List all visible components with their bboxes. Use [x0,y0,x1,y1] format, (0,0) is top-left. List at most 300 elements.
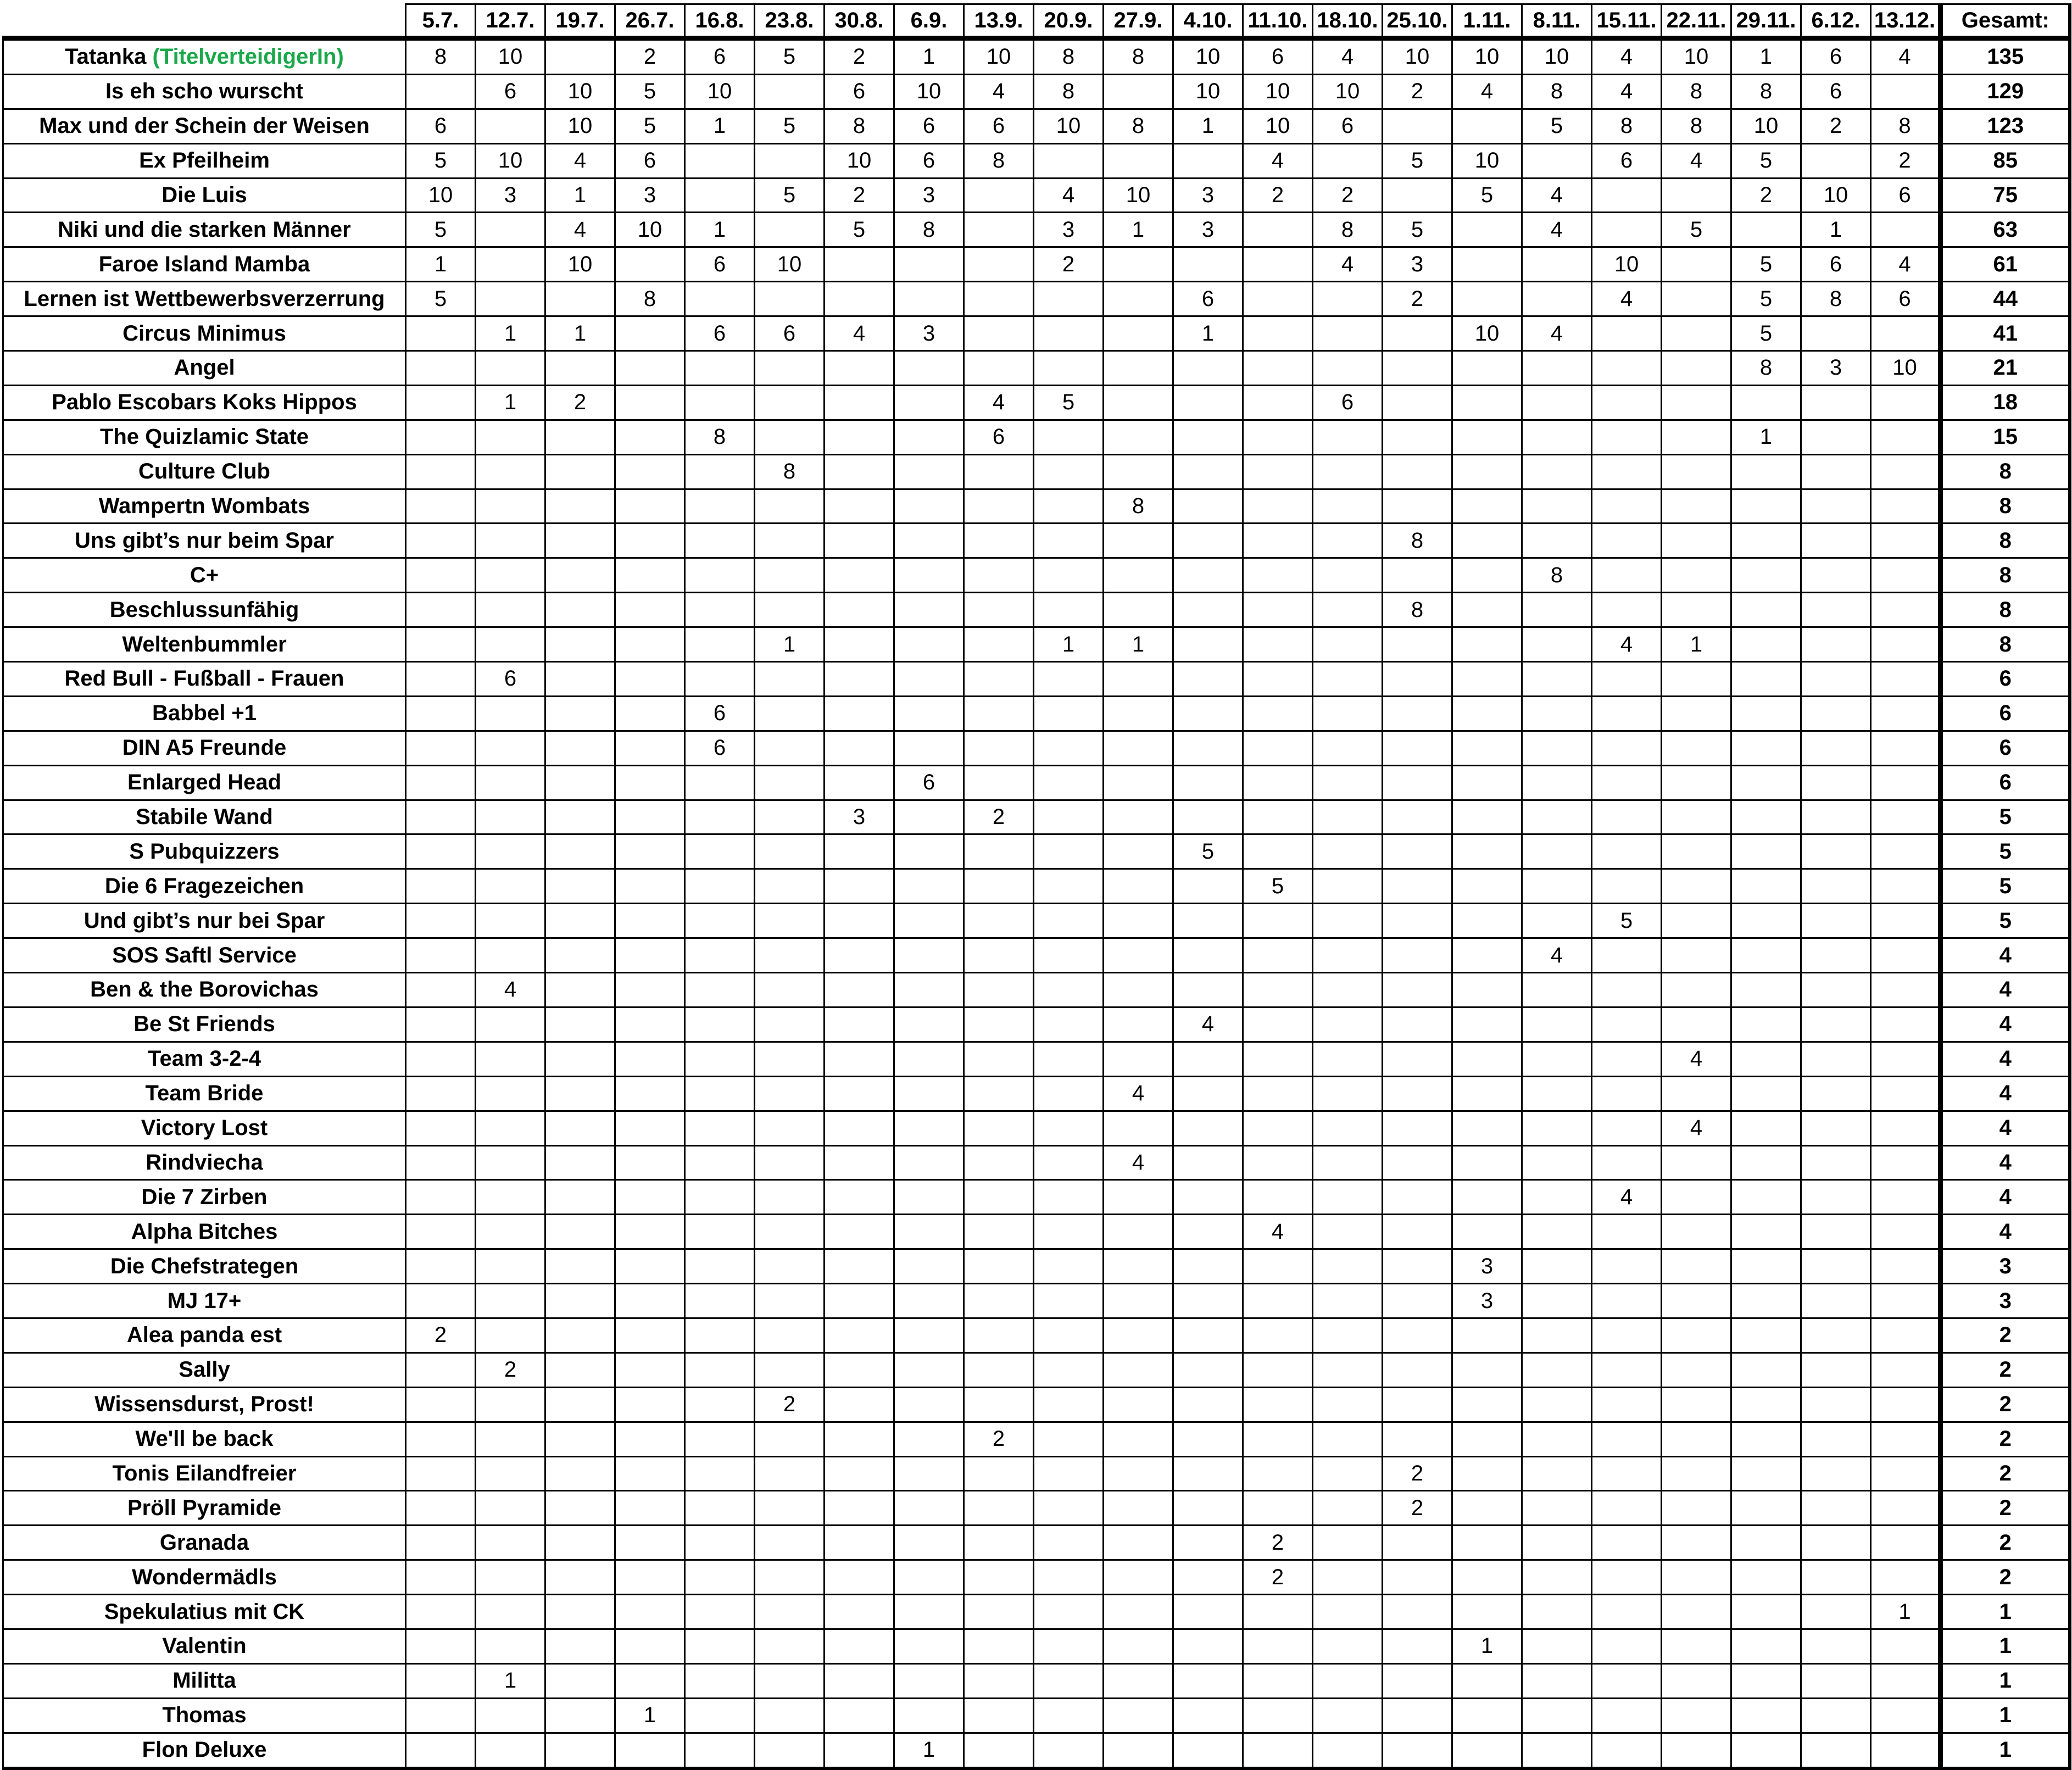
score-cell: 1 [1871,1595,1941,1629]
score-cell [1801,1145,1871,1180]
score-cell [685,662,755,697]
score-cell [964,1491,1034,1526]
score-cell: 5 [1452,178,1522,213]
score-cell [894,1456,964,1491]
score-cell [1313,524,1383,558]
score-cell [894,627,964,662]
score-cell: 8 [755,454,825,489]
score-cell [825,1352,894,1387]
score-cell: 1 [476,385,545,420]
score-cell [1313,454,1383,489]
score-cell [1243,1145,1313,1180]
score-cell [1173,593,1243,627]
score-cell [1801,593,1871,627]
team-name [3,765,406,800]
team-name [3,1352,406,1387]
team-name-text: Ex Pfeilheim [139,148,270,173]
team-name-text: Wondermädls [132,1565,277,1589]
score-cell [1313,1698,1383,1733]
score-cell: 5 [615,109,685,143]
score-cell [1801,1629,1871,1663]
score-cell [964,1698,1034,1733]
score-cell [1452,1387,1522,1422]
score-cell [1452,765,1522,800]
score-cell [1104,1526,1173,1560]
score-cell [1452,731,1522,765]
score-cell [825,1491,894,1526]
score-cell [755,869,825,904]
score-cell [1522,800,1592,834]
score-cell [1522,1733,1592,1768]
score-cell [1522,282,1592,316]
score-cell: 4 [1662,143,1731,178]
score-cell [894,558,964,593]
score-cell [1452,558,1522,593]
score-cell [1313,1387,1383,1422]
team-name [3,1456,406,1491]
team-name [3,385,406,420]
score-cell [1592,1145,1662,1180]
score-cell [1731,524,1801,558]
score-cell [1731,593,1801,627]
score-cell: 8 [1104,109,1173,143]
score-cell [615,558,685,593]
score-cell [1452,213,1522,247]
score-cell: 1 [1173,316,1243,351]
score-cell [476,627,545,662]
score-cell [1871,834,1941,869]
total-cell: 123 [1941,109,2070,143]
score-cell [406,731,476,765]
team-row [3,1145,2070,1180]
team-name-text: Wissensdurst, Prost! [94,1392,314,1417]
score-cell [1801,454,1871,489]
score-cell: 10 [1662,38,1731,75]
score-cell [1104,662,1173,697]
score-cell [1731,869,1801,904]
date-header: 13.12. [1871,4,1941,38]
score-cell [545,1180,615,1215]
score-cell [1592,1422,1662,1456]
score-cell [1662,1560,1731,1595]
score-cell: 3 [894,316,964,351]
team-name [3,1318,406,1352]
score-cell [1243,489,1313,524]
score-cell [1383,938,1452,973]
score-cell [1313,904,1383,938]
score-cell [685,904,755,938]
score-cell [1731,1526,1801,1560]
team-name [3,1560,406,1595]
score-cell [615,1387,685,1422]
score-cell [1871,662,1941,697]
total-cell: 2 [1941,1526,2070,1560]
score-cell [476,109,545,143]
score-cell [1173,696,1243,731]
team-name [3,869,406,904]
score-cell [964,178,1034,213]
score-cell [1731,800,1801,834]
score-cell [1592,1560,1662,1595]
score-cell [964,1733,1034,1768]
score-cell [1313,696,1383,731]
score-cell [1034,696,1104,731]
score-cell [1383,1284,1452,1318]
score-cell [406,74,476,109]
score-cell [545,1698,615,1733]
score-cell [1662,696,1731,731]
score-cell [545,938,615,973]
score-cell [1034,454,1104,489]
score-cell [755,904,825,938]
total-cell: 8 [1941,558,2070,593]
score-cell [545,38,615,75]
score-cell [1871,558,1941,593]
score-cell [685,1042,755,1076]
score-cell [1452,593,1522,627]
score-cell: 4 [1522,178,1592,213]
score-cell: 4 [1592,1180,1662,1215]
score-cell [1522,1456,1592,1491]
date-header: 23.8. [755,4,825,38]
score-cell [894,1663,964,1698]
score-cell [406,489,476,524]
score-cell [1383,731,1452,765]
score-cell [894,247,964,282]
score-cell [1801,558,1871,593]
score-cell [685,1733,755,1768]
score-cell: 4 [1662,1042,1731,1076]
score-cell [1522,420,1592,454]
score-cell [545,1352,615,1387]
score-cell: 3 [1452,1249,1522,1284]
score-cell: 4 [1871,38,1941,75]
score-cell [1034,489,1104,524]
score-cell [1522,143,1592,178]
score-cell [1871,1422,1941,1456]
score-cell [1034,1076,1104,1111]
score-cell: 10 [476,143,545,178]
team-name-text: Flon Deluxe [142,1738,267,1762]
score-cell [755,1526,825,1560]
score-cell [1243,1387,1313,1422]
title-defender-note: (TitelverteidigerIn) [152,44,344,69]
score-cell [406,420,476,454]
score-cell [476,696,545,731]
total-cell: 2 [1941,1352,2070,1387]
score-cell [825,1215,894,1249]
score-cell [1662,1456,1731,1491]
score-cell [406,1007,476,1042]
total-cell: 4 [1941,1076,2070,1111]
score-cell: 8 [1522,558,1592,593]
score-cell [1662,178,1731,213]
score-cell: 8 [1801,282,1871,316]
score-cell [1104,1007,1173,1042]
score-cell [1731,1491,1801,1526]
score-cell [1173,904,1243,938]
score-cell: 3 [1034,213,1104,247]
score-cell [1104,1215,1173,1249]
score-cell [1871,385,1941,420]
total-cell: 75 [1941,178,2070,213]
score-cell: 2 [964,800,1034,834]
score-cell [1801,316,1871,351]
score-cell [1104,1560,1173,1595]
score-cell [1731,1387,1801,1422]
team-name [3,1698,406,1733]
team-name-text: Pröll Pyramide [127,1495,282,1520]
score-cell [1592,696,1662,731]
team-name-text: S Pubquizzers [129,839,280,864]
score-cell: 4 [1522,316,1592,351]
score-cell [1592,1284,1662,1318]
score-cell [615,1076,685,1111]
total-cell: 6 [1941,662,2070,697]
team-name [3,316,406,351]
score-cell [1662,1249,1731,1284]
score-cell [1383,1733,1452,1768]
score-cell [1871,1111,1941,1145]
team-name [3,1215,406,1249]
score-cell [1662,1733,1731,1768]
score-cell [1522,1284,1592,1318]
score-cell [1034,1595,1104,1629]
score-cell [1104,1042,1173,1076]
team-name [3,247,406,282]
score-cell: 8 [1104,489,1173,524]
score-cell [1313,593,1383,627]
score-cell [545,1007,615,1042]
score-cell [964,696,1034,731]
score-cell [1034,143,1104,178]
score-cell: 4 [825,316,894,351]
total-header: Gesamt: [1941,4,2070,38]
score-cell [1801,420,1871,454]
score-cell [615,1526,685,1560]
score-cell [685,1560,755,1595]
score-cell [615,904,685,938]
score-cell [1243,420,1313,454]
score-cell [685,800,755,834]
score-cell [685,1663,755,1698]
total-cell: 1 [1941,1698,2070,1733]
score-cell [964,558,1034,593]
team-row [3,351,2070,386]
score-cell: 10 [545,74,615,109]
score-cell [964,1352,1034,1387]
score-cell [615,593,685,627]
score-cell: 5 [755,38,825,75]
team-name-text: DIN A5 Freunde [122,736,287,760]
score-cell [894,1560,964,1595]
score-cell: 6 [964,420,1034,454]
score-cell [545,765,615,800]
score-cell [1731,1318,1801,1352]
score-cell [1173,1733,1243,1768]
score-cell: 1 [545,316,615,351]
score-cell [964,1076,1034,1111]
score-cell: 2 [1243,1560,1313,1595]
score-cell [1383,1111,1452,1145]
team-name [3,1422,406,1456]
score-cell: 6 [1871,282,1941,316]
score-cell [825,1007,894,1042]
score-cell [615,1663,685,1698]
score-cell: 8 [1871,109,1941,143]
score-cell [1452,627,1522,662]
score-cell [545,593,615,627]
score-cell: 8 [1383,524,1452,558]
total-cell: 4 [1941,1180,2070,1215]
score-cell [406,627,476,662]
score-cell: 10 [1452,38,1522,75]
score-cell: 10 [615,213,685,247]
team-row [3,1042,2070,1076]
score-cell [615,1560,685,1595]
score-cell [406,904,476,938]
score-cell [1731,1284,1801,1318]
score-cell [964,213,1034,247]
score-cell [545,731,615,765]
score-cell [1522,904,1592,938]
score-cell [545,1663,615,1698]
score-cell [1592,1733,1662,1768]
score-cell [964,1249,1034,1284]
score-cell [1522,1042,1592,1076]
score-cell: 1 [685,213,755,247]
score-cell [1104,1284,1173,1318]
score-cell [1313,1526,1383,1560]
score-cell [545,834,615,869]
score-cell [545,1595,615,1629]
score-cell [1034,1629,1104,1663]
score-cell [1034,1352,1104,1387]
score-cell [685,973,755,1008]
score-cell [964,662,1034,697]
score-cell [615,731,685,765]
score-cell [1313,420,1383,454]
score-cell [1871,938,1941,973]
score-cell [1662,385,1731,420]
score-cell [615,1595,685,1629]
score-cell [1592,593,1662,627]
score-cell [1871,1560,1941,1595]
team-row [3,143,2070,178]
score-cell: 10 [1173,38,1243,75]
score-cell [1243,662,1313,697]
score-cell [1313,1456,1383,1491]
score-cell: 4 [1104,1076,1173,1111]
score-cell: 1 [545,178,615,213]
team-name-text: Tonis Eilandfreier [112,1461,297,1485]
score-cell: 2 [1801,109,1871,143]
score-cell: 1 [406,247,476,282]
score-cell [1522,454,1592,489]
score-cell [1662,1145,1731,1180]
score-cell [1871,213,1941,247]
team-row [3,731,2070,765]
score-cell [894,869,964,904]
team-name-text: Spekulatius mit CK [104,1599,305,1624]
team-row [3,74,2070,109]
score-cell [545,351,615,386]
score-cell [1452,420,1522,454]
score-cell [1104,247,1173,282]
total-cell: 61 [1941,247,2070,282]
score-cell: 5 [1731,143,1801,178]
score-cell [1731,213,1801,247]
score-cell [1104,1698,1173,1733]
score-cell: 6 [615,143,685,178]
score-cell: 5 [1522,109,1592,143]
score-cell [476,869,545,904]
score-cell [545,1629,615,1663]
score-cell [1522,1352,1592,1387]
score-cell [1104,800,1173,834]
total-cell: 2 [1941,1422,2070,1456]
score-cell [1104,385,1173,420]
score-cell: 6 [685,731,755,765]
score-cell [615,1422,685,1456]
score-cell [755,1733,825,1768]
total-cell: 135 [1941,38,2070,75]
score-cell [964,489,1034,524]
score-cell [964,1663,1034,1698]
score-cell [1592,213,1662,247]
score-cell [1662,869,1731,904]
team-row [3,869,2070,904]
score-cell [1592,489,1662,524]
score-cell [1173,731,1243,765]
score-cell [1173,662,1243,697]
score-cell [1104,74,1173,109]
score-cell [1452,385,1522,420]
score-cell [1313,1249,1383,1284]
score-cell [1592,1352,1662,1387]
team-name-text: Pablo Escobars Koks Hippos [52,390,357,415]
score-cell [1662,247,1731,282]
score-cell [1592,1111,1662,1145]
score-cell [1452,1352,1522,1387]
team-row [3,1733,2070,1768]
score-cell [1871,1042,1941,1076]
score-cell [1173,1042,1243,1076]
score-cell [964,1595,1034,1629]
date-header: 5.7. [406,4,476,38]
team-name-text: SOS Saftl Service [112,943,297,967]
score-cell [894,1387,964,1422]
score-cell [1313,1560,1383,1595]
score-cell [545,558,615,593]
score-cell [825,904,894,938]
score-cell [1801,731,1871,765]
score-cell: 10 [1731,109,1801,143]
score-cell [894,1180,964,1215]
team-name [3,1111,406,1145]
score-cell [1243,247,1313,282]
team-name-text: Enlarged Head [127,770,282,795]
score-cell [894,282,964,316]
score-cell [1034,973,1104,1008]
score-cell: 4 [1313,247,1383,282]
score-cell [964,1007,1034,1042]
score-cell [406,1629,476,1663]
team-row [3,973,2070,1008]
score-cell [1243,1007,1313,1042]
score-cell [1522,731,1592,765]
score-cell [1313,1111,1383,1145]
